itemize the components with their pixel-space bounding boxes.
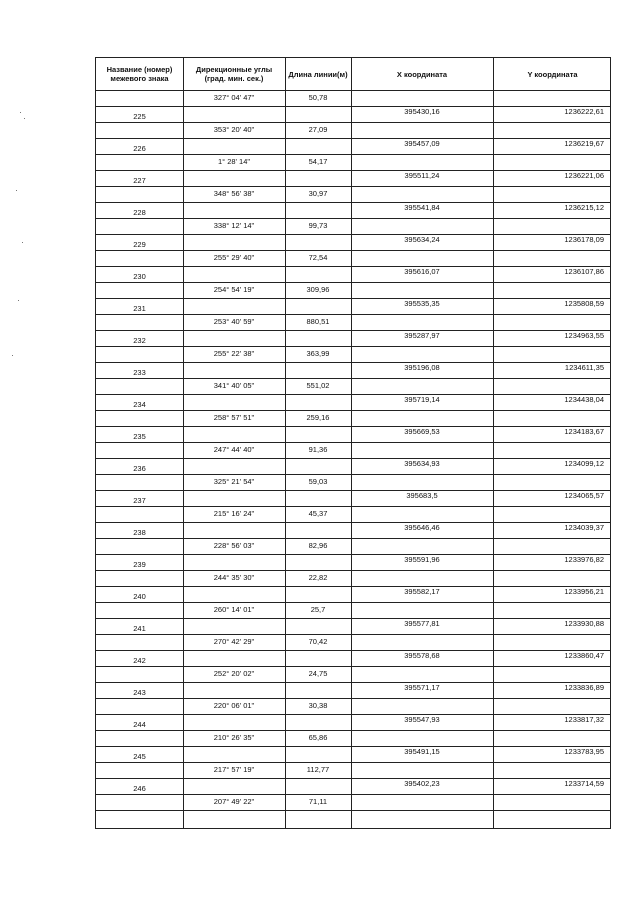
row-divider (96, 602, 610, 603)
segment-length: 551,02 (306, 381, 330, 390)
segment-angle: 210° 26' 35" (213, 733, 255, 742)
row-divider (96, 570, 610, 571)
point-y-coordinate: 1236107,86 (564, 267, 604, 276)
column-divider (183, 58, 184, 828)
point-name: 241 (133, 624, 146, 633)
segment-angle: 270° 42' 29" (213, 637, 255, 646)
point-y-coordinate: 1236215,12 (564, 203, 604, 212)
segment-length: 72,54 (308, 253, 328, 262)
row-divider (96, 538, 610, 539)
row-divider (96, 810, 610, 811)
segment-length: 50,78 (308, 93, 328, 102)
point-x-coordinate: 395634,93 (404, 459, 440, 468)
point-name: 238 (133, 528, 146, 537)
point-x-coordinate: 395511,24 (404, 171, 440, 180)
point-x-coordinate: 395457,09 (404, 139, 440, 148)
segment-length: 54,17 (308, 157, 328, 166)
point-name: 226 (133, 144, 146, 153)
point-name: 243 (133, 688, 146, 697)
point-y-coordinate: 1234183,67 (564, 427, 604, 436)
point-name: 235 (133, 432, 146, 441)
point-y-coordinate: 1234099,12 (564, 459, 604, 468)
point-y-coordinate: 1233956,21 (564, 587, 604, 596)
point-x-coordinate: 395591,96 (404, 555, 440, 564)
segment-angle: 327° 04' 47" (213, 93, 255, 102)
row-divider (96, 218, 610, 219)
scan-artifact (18, 300, 19, 301)
point-name: 244 (133, 720, 146, 729)
scan-artifact (22, 242, 23, 243)
point-name: 237 (133, 496, 146, 505)
point-name: 230 (133, 272, 146, 281)
point-name: 228 (133, 208, 146, 217)
point-y-coordinate: 1234039,37 (564, 523, 604, 532)
point-x-coordinate: 395646,46 (404, 523, 440, 532)
segment-angle: 253° 40' 59" (213, 317, 255, 326)
row-divider (96, 730, 610, 731)
point-name: 239 (133, 560, 146, 569)
scan-artifact (20, 112, 21, 113)
row-divider (96, 122, 610, 123)
column-divider (285, 58, 286, 828)
segment-angle: 258° 57' 51" (213, 413, 255, 422)
point-x-coordinate: 395669,53 (404, 427, 440, 436)
point-x-coordinate: 395547,93 (404, 715, 440, 724)
segment-length: 25,7 (310, 605, 326, 614)
segment-length: 99,73 (308, 221, 328, 230)
segment-angle: 255° 22' 38" (213, 349, 255, 358)
point-y-coordinate: 1233836,89 (564, 683, 604, 692)
row-divider (96, 506, 610, 507)
segment-length: 91,36 (308, 445, 328, 454)
row-divider (96, 634, 610, 635)
point-y-coordinate: 1236178,09 (564, 235, 604, 244)
point-y-coordinate: 1233783,95 (564, 747, 604, 756)
segment-length: 309,96 (306, 285, 330, 294)
point-x-coordinate: 395577,81 (404, 619, 440, 628)
point-name: 229 (133, 240, 146, 249)
segment-length: 259,16 (306, 413, 330, 422)
segment-angle: 244° 35' 30" (213, 573, 255, 582)
point-y-coordinate: 1236221,06 (564, 171, 604, 180)
row-divider (96, 666, 610, 667)
segment-angle: 348° 56' 38" (213, 189, 255, 198)
row-divider (96, 378, 610, 379)
segment-angle: 252° 20' 02" (213, 669, 255, 678)
scan-artifact (16, 190, 17, 191)
segment-length: 45,37 (308, 509, 328, 518)
segment-length: 59,03 (308, 477, 328, 486)
point-y-coordinate: 1234438,04 (564, 395, 604, 404)
point-x-coordinate: 395430,16 (404, 107, 440, 116)
point-x-coordinate: 395196,08 (404, 363, 440, 372)
segment-length: 30,97 (308, 189, 328, 198)
segment-angle: 325° 21' 54" (213, 477, 255, 486)
point-y-coordinate: 1233860,47 (564, 651, 604, 660)
scan-artifact (24, 118, 25, 119)
row-divider (96, 474, 610, 475)
segment-length: 82,96 (308, 541, 328, 550)
point-x-coordinate: 395578,68 (404, 651, 440, 660)
header-y: Y координата (527, 69, 578, 79)
point-name: 234 (133, 400, 146, 409)
segment-length: 880,51 (306, 317, 330, 326)
point-y-coordinate: 1233817,32 (564, 715, 604, 724)
row-divider (96, 282, 610, 283)
point-y-coordinate: 1233976,82 (564, 555, 604, 564)
point-x-coordinate: 395541,84 (404, 203, 440, 212)
segment-angle: 255° 29' 40" (213, 253, 255, 262)
segment-angle: 1° 28' 14" (217, 157, 251, 166)
row-divider (96, 794, 610, 795)
row-divider (96, 186, 610, 187)
segment-length: 24,75 (308, 669, 328, 678)
segment-angle: 207° 49' 22" (213, 797, 255, 806)
point-y-coordinate: 1234611,35 (564, 363, 604, 372)
header-angle: Дирекционные углы (град. мин. сек.) (195, 65, 273, 83)
segment-angle: 247° 44' 40" (213, 445, 255, 454)
header-length: Длина линии(м) (288, 69, 348, 79)
segment-angle: 217° 57' 19" (213, 765, 255, 774)
segment-angle: 341° 40' 05" (213, 381, 255, 390)
point-x-coordinate: 395402,23 (404, 779, 440, 788)
row-divider (96, 346, 610, 347)
row-divider (96, 442, 610, 443)
point-x-coordinate: 395634,24 (404, 235, 440, 244)
segment-length: 30,38 (308, 701, 328, 710)
segment-angle: 254° 54' 19" (213, 285, 255, 294)
segment-angle: 220° 06' 01" (213, 701, 255, 710)
point-x-coordinate: 395683,5 (406, 491, 438, 500)
row-divider (96, 250, 610, 251)
segment-length: 112,77 (306, 765, 330, 774)
point-y-coordinate: 1233714,59 (564, 779, 604, 788)
point-y-coordinate: 1236219,67 (564, 139, 604, 148)
row-divider (96, 762, 610, 763)
row-divider (96, 698, 610, 699)
point-name: 225 (133, 112, 146, 121)
segment-length: 363,99 (306, 349, 330, 358)
segment-angle: 353° 20' 40" (213, 125, 255, 134)
point-x-coordinate: 395571,17 (404, 683, 440, 692)
segment-angle: 338° 12' 14" (213, 221, 255, 230)
point-name: 245 (133, 752, 146, 761)
row-divider (96, 154, 610, 155)
point-y-coordinate: 1234963,55 (564, 331, 604, 340)
point-name: 227 (133, 176, 146, 185)
point-name: 232 (133, 336, 146, 345)
segment-length: 65,86 (308, 733, 328, 742)
coordinates-table (95, 57, 611, 829)
segment-length: 22,82 (308, 573, 328, 582)
scan-artifact (12, 355, 13, 356)
point-name: 231 (133, 304, 146, 313)
point-x-coordinate: 395287,97 (404, 331, 440, 340)
segment-length: 27,09 (308, 125, 328, 134)
header-divider (96, 90, 610, 91)
point-name: 246 (133, 784, 146, 793)
segment-length: 71,11 (308, 797, 328, 806)
segment-angle: 260° 14' 01" (213, 605, 255, 614)
header-name: Название (номер) межевого знака (106, 65, 173, 83)
segment-length: 70,42 (308, 637, 328, 646)
point-name: 240 (133, 592, 146, 601)
point-x-coordinate: 395535,35 (404, 299, 440, 308)
header-x: Х координата (396, 69, 448, 79)
segment-angle: 215° 16' 24" (213, 509, 255, 518)
point-x-coordinate: 395491,15 (404, 747, 440, 756)
point-y-coordinate: 1233930,88 (564, 619, 604, 628)
point-name: 242 (133, 656, 146, 665)
point-y-coordinate: 1234065,57 (564, 491, 604, 500)
point-name: 233 (133, 368, 146, 377)
point-y-coordinate: 1235808,59 (564, 299, 604, 308)
point-y-coordinate: 1236222,61 (564, 107, 604, 116)
row-divider (96, 410, 610, 411)
point-x-coordinate: 395719,14 (404, 395, 440, 404)
point-x-coordinate: 395616,07 (404, 267, 440, 276)
segment-angle: 228° 56' 03" (213, 541, 255, 550)
point-name: 236 (133, 464, 146, 473)
point-x-coordinate: 395582,17 (404, 587, 440, 596)
row-divider (96, 314, 610, 315)
